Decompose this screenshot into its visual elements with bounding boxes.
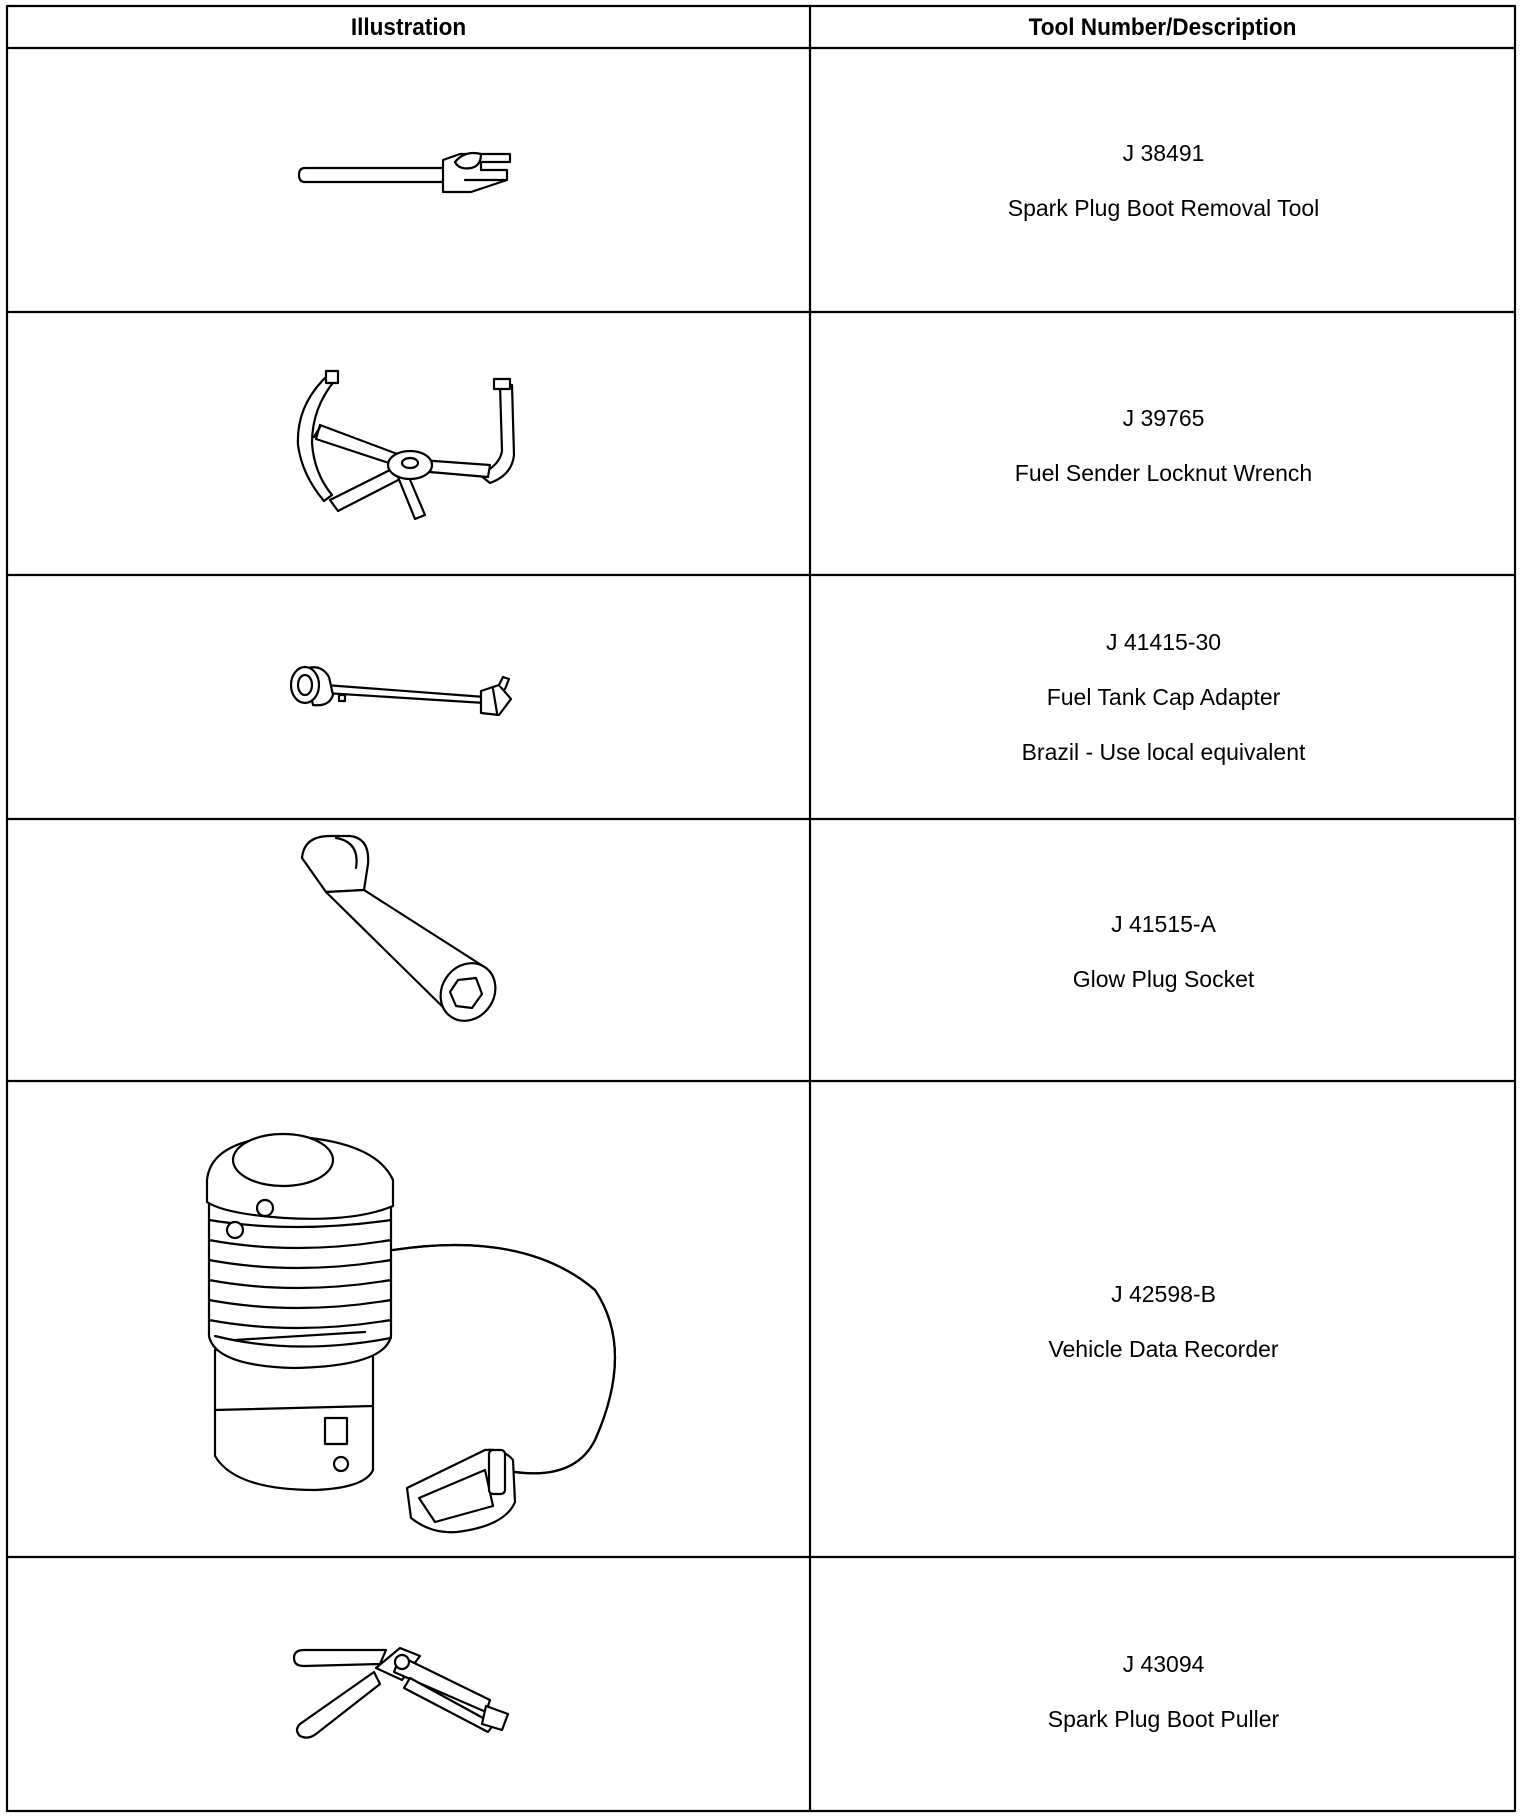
tool-description: Glow Plug Socket [1072, 966, 1255, 992]
tool-description: Fuel Sender Locknut Wrench [1014, 460, 1313, 486]
spark-plug-boot-puller-icon [290, 1628, 530, 1748]
fuel-sender-locknut-wrench-icon [290, 365, 540, 525]
tool-number: J 38491 [1122, 140, 1205, 166]
tool-number: J 42598-B [1111, 1281, 1216, 1307]
tool-number: J 41515-A [1111, 911, 1216, 937]
tool-number: J 41415-30 [1105, 629, 1222, 655]
tool-description: Spark Plug Boot Puller [1047, 1706, 1280, 1732]
tool-description: Spark Plug Boot Removal Tool [1007, 195, 1320, 221]
column-header-illustration: Illustration [350, 14, 467, 41]
vehicle-data-recorder-icon [195, 1110, 635, 1540]
tool-description: Fuel Tank Cap Adapter [1046, 684, 1281, 710]
column-header-tool: Tool Number/Description [1028, 14, 1297, 41]
tool-note: Brazil - Use local equivalent [1021, 739, 1306, 765]
spark-plug-boot-removal-tool-icon [295, 140, 525, 200]
fuel-tank-cap-adapter-icon [285, 655, 535, 725]
tool-description: Vehicle Data Recorder [1048, 1336, 1279, 1362]
tool-number: J 43094 [1122, 1651, 1205, 1677]
tool-number: J 39765 [1122, 405, 1205, 431]
glow-plug-socket-icon [290, 828, 530, 1028]
